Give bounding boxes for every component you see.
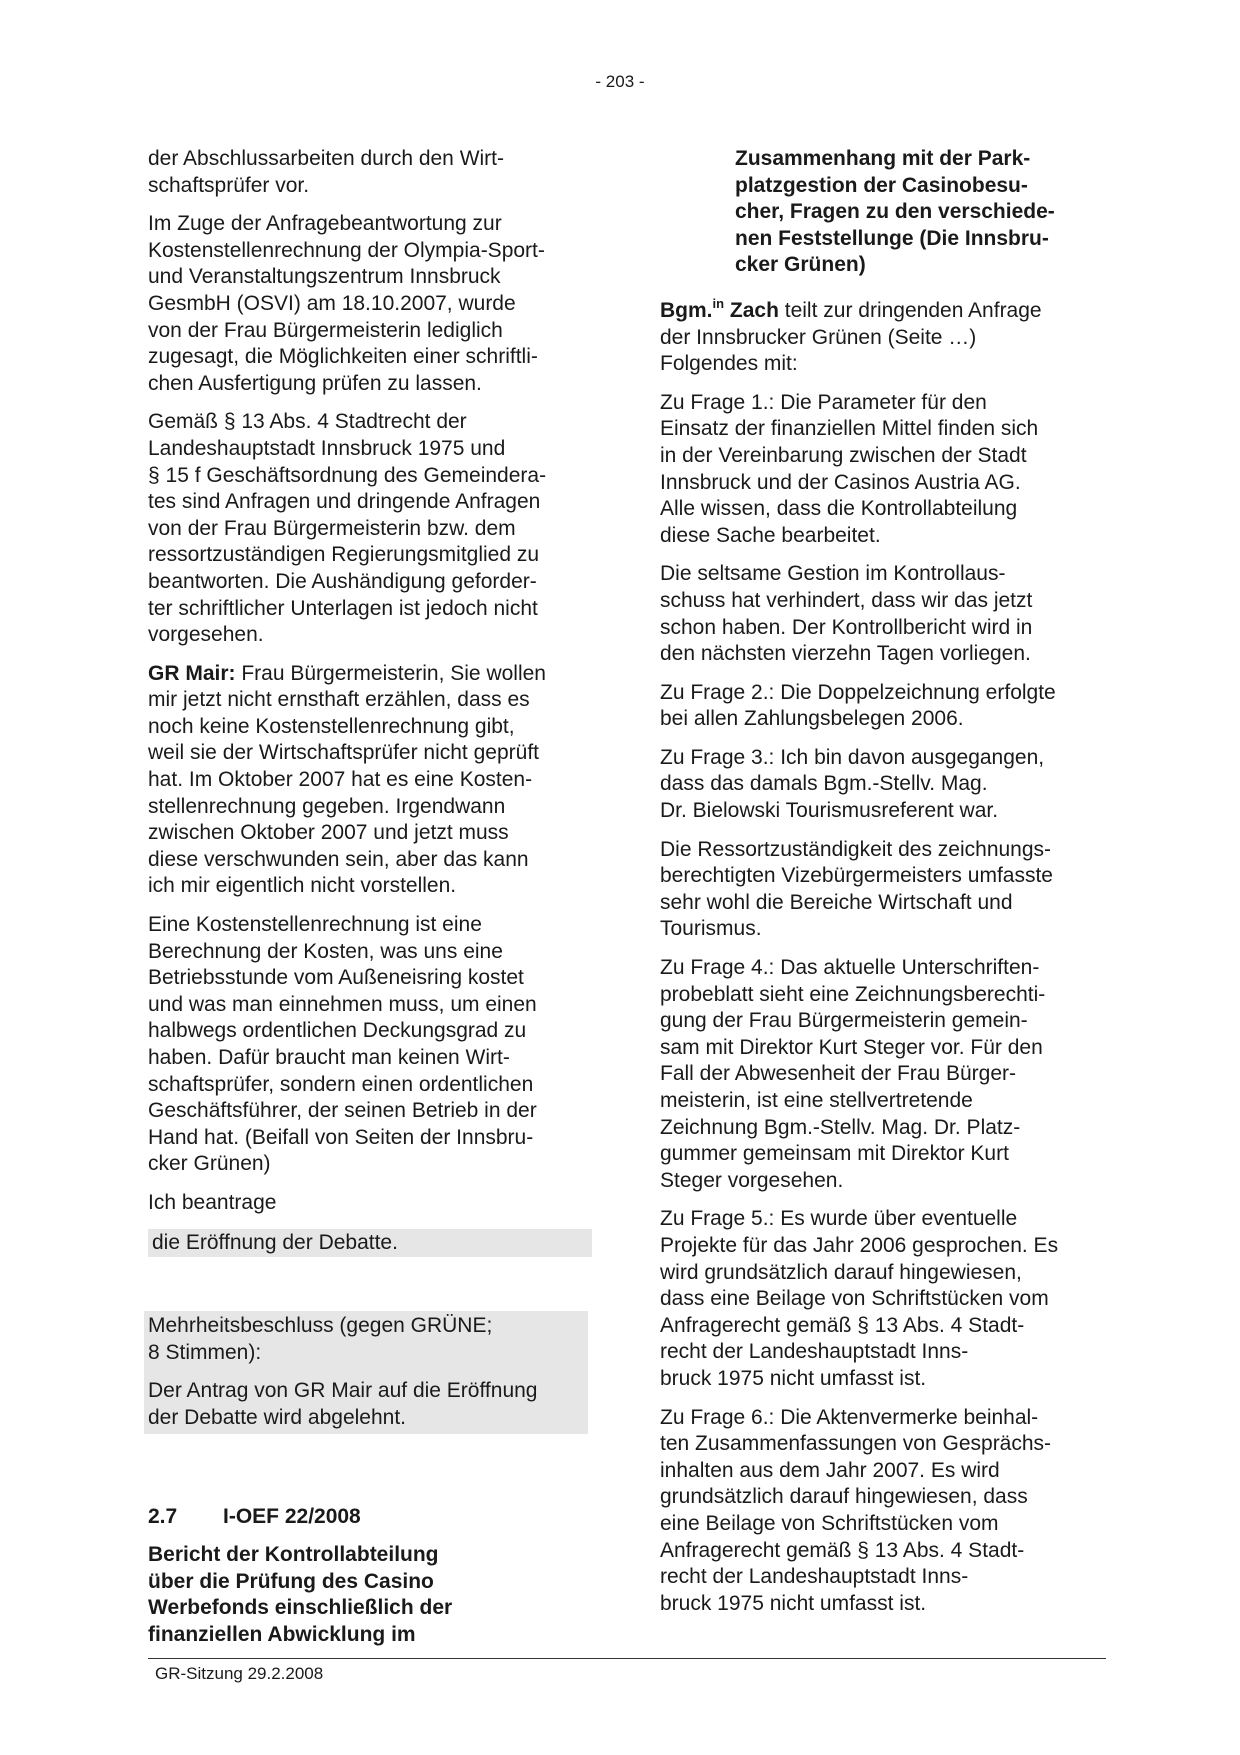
speech-paragraph — [660, 291, 1110, 378]
section-title-continued: Zusammenhang mit der Park- platzgestion der Casinobesu- cher, Fragen zu den verschiede- nen Feststellunge (Die Innsbru- cker Grünen) — [735, 147, 1055, 277]
paragraph: Ich beantrage — [148, 1190, 277, 1214]
speaker-title: Bgm. — [660, 298, 713, 322]
decision-text: Der Antrag von GR Mair auf die Eröffnung der Debatte wird abgelehnt. — [148, 1379, 538, 1429]
motion-text: die Eröffnung der Debatte. — [148, 1229, 592, 1258]
decision-result: Mehrheitsbeschluss (gegen GRÜNE; 8 Stimmen): — [148, 1314, 493, 1364]
section-title: Bericht der Kontrollabteilung über die Prüfung des Casino Werbefonds einschließlich der finanziellen Abwicklung im — [148, 1543, 453, 1646]
paragraph: Eine Kostenstellenrechnung ist eine Berechnung der Kosten, was uns eine Betriebsstunde vom Außeneisring kostet und was man einnehmen muss, um einen halbwegs ordentlichen Deckungsgrad zu haben. Dafür braucht man keinen Wirt- schaftsprüfer, sondern einen ordentlichen Geschäftsführer, der seinen Betrieb in der Hand hat. (Beifall von Seiten der Innsbru- cker Grünen) — [148, 913, 537, 1176]
section-code: I-OEF 22/2008 — [223, 1504, 361, 1528]
answer-paragraph: Zu Frage 3.: Ich bin davon ausgegangen, dass das damals Bgm.-Stellv. Mag. Dr. Bielowski Tourismusreferent war. — [660, 745, 1045, 823]
footer-divider — [148, 1658, 1106, 1659]
section-number: 2.7 — [148, 1504, 178, 1528]
answer-paragraph: Zu Frage 6.: Die Aktenvermerke beinhal- ten Zusammenfassungen von Gesprächs- inhalten aus dem Jahr 2007. Es wird grundsätzlich darauf hingewiesen, dass eine Beilage von Schriftstücken vom Anfragerecht gemäß § 13 Abs. 4 Stadt- recht der Landeshauptstadt Inns- bruck 1975 nicht umfasst ist. — [660, 1405, 1052, 1615]
answer-paragraph: Zu Frage 1.: Die Parameter für den Einsatz der finanziellen Mittel finden sich in der Vereinbarung zwischen der Stadt Innsbruck und der Casinos Austria AG. Alle wissen, dass die Kontrollabteilung diese Sache bearbeitet. — [660, 390, 1039, 547]
answer-paragraph: Zu Frage 2.: Die Doppelzeichnung erfolgte bei allen Zahlungsbelegen 2006. — [660, 680, 1056, 731]
paragraph: Die seltsame Gestion im Kontrollaus- schuss hat verhindert, dass wir das jetzt schon haben. Der Kontrollbericht wird in den nächsten vierzehn Tagen vorliegen. — [660, 562, 1033, 666]
page-number: - 203 - — [595, 72, 645, 91]
speaker-title-superscript: in — [712, 295, 725, 311]
speech-text: teilt zur dringenden Anfrage der Innsbrucker Grünen (Seite …) Folgendes mit: — [660, 298, 1042, 376]
paragraph: der Abschlussarbeiten durch den Wirt- schaftsprüfer vor. — [148, 147, 505, 197]
speaker-name: GR Mair: — [148, 661, 236, 685]
answer-paragraph: Zu Frage 4.: Das aktuelle Unterschriften- probeblatt sieht eine Zeichnungsberechti- gung der Frau Bürgermeisterin gemein- sam mit Direktor Kurt Steger vor. Für den Fall der Abwesenheit der Frau Bürger- meisterin, ist eine stellvertretende Zeichnung Bgm.-Stellv. Mag. Dr. Platz- gummer gemeinsam mit Direktor Kurt Steger vorgesehen. — [660, 956, 1046, 1192]
right-column — [660, 146, 1110, 1629]
footer-text: GR-Sitzung 29.2.2008 — [155, 1664, 324, 1683]
paragraph: Gemäß § 13 Abs. 4 Stadtrecht der Landeshauptstadt Innsbruck 1975 und § 15 f Geschäftsordnung des Gemeindera- tes sind Anfragen und dringende Anfragen von der Frau Bürgermeisterin bzw. dem ressortzuständigen Regierungsmitglied zu beantworten. Die Aushändigung geforder- ter schriftlicher Unterlagen ist jedoch nicht vorgesehen. — [148, 410, 547, 647]
paragraph: Im Zuge der Anfragebeantwortung zur Kostenstellenrechnung der Olympia-Sport- und Veranstaltungszentrum Innsbruck GesmbH (OSVI) am 18.10.2007, wurde von der Frau Bürgermeisterin lediglich zugesagt, die Möglichkeiten einer schriftli- chen Ausfertigung prüfen zu lassen. — [148, 212, 545, 395]
paragraph: Die Ressortzuständigkeit des zeichnungs- berechtigten Vizebürgermeisters umfasste sehr wohl die Bereiche Wirtschaft und Tourismus. — [660, 837, 1053, 941]
speech-paragraph — [148, 661, 594, 900]
left-column — [148, 146, 594, 1661]
answer-paragraph: Zu Frage 5.: Es wurde über eventuelle Projekte für das Jahr 2006 gesprochen. Es wird grundsätzlich darauf hingewiesen, dass eine Beilage von Schriftstücken vom Anfragerecht gemäß § 13 Abs. 4 Stadt- recht der Landeshauptstadt Inns- bruck 1975 nicht umfasst ist. — [660, 1207, 1059, 1390]
section-heading — [148, 1504, 594, 1531]
speaker-name: Zach — [724, 298, 779, 322]
speech-text: Frau Bürgermeisterin, Sie wollen mir jetzt nicht ernsthaft erzählen, dass es noch keine Kostenstellenrechnung gibt, weil sie der Wirtschaftsprüfer nicht geprüft hat. Im Oktober 2007 hat es eine Kosten- stellenrechnung gegeben. Irgendwann zwischen Oktober 2007 und jetzt muss diese verschwunden sein, aber das kann ich mir eigentlich nicht vorstellen. — [148, 661, 546, 898]
decision-block — [144, 1311, 588, 1433]
